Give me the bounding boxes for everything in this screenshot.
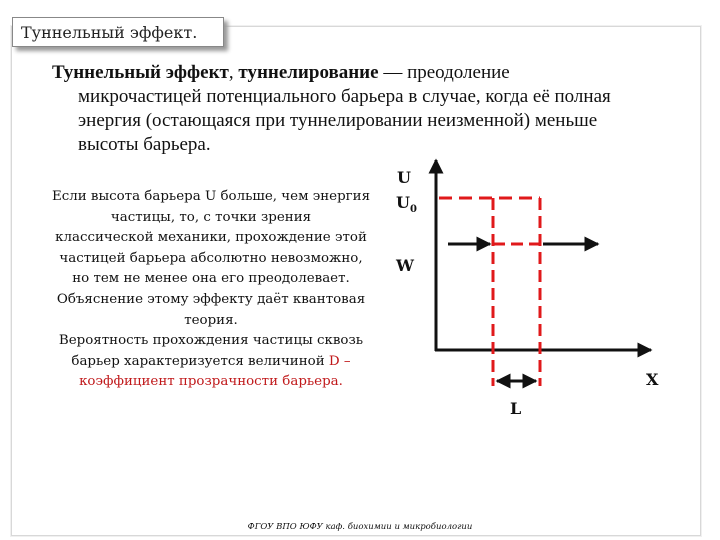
- explanation-line: Вероятность прохождения частицы сквозь: [58, 333, 364, 349]
- explanation-plain: барьер характеризуется величиной: [71, 353, 329, 369]
- explanation-line: Если высота барьера U больше, чем энергия: [51, 189, 371, 204]
- energy-w-label: W: [396, 256, 414, 275]
- y-axis-label: U: [397, 168, 411, 187]
- u0-main: U: [396, 193, 410, 212]
- u0-label: [396, 193, 417, 215]
- term-tunnel-effect: Туннельный эффект: [52, 62, 229, 83]
- term-separator: ,: [228, 62, 239, 83]
- u0-subscript: 0: [409, 204, 417, 216]
- coefficient-symbol: D –: [328, 353, 351, 369]
- definition-line3: энергия (остающаяся при туннелировании неизменной) меньше: [78, 110, 598, 131]
- term-tunneling: туннелирование: [238, 62, 379, 83]
- footer-affiliation: ФГОУ ВПО ЮФУ каф. биохимии и микробиологии: [247, 522, 473, 532]
- definition-line1-rest: — преодоление: [378, 62, 510, 83]
- x-axis-label: X: [646, 370, 659, 389]
- explanation-line: теория.: [184, 312, 238, 328]
- slide-title: Туннельный эффект.: [12, 17, 224, 47]
- explanation-line: Объяснение этому эффекту даёт квантовая: [56, 291, 366, 307]
- barrier-width-label: L: [510, 399, 522, 418]
- explanation-line: частицы, то, с точки зрения: [110, 209, 312, 225]
- coefficient-definition: коэффициент прозрачности барьера.: [79, 374, 343, 390]
- explanation-line: но тем не менее она его преодолевает.: [72, 271, 350, 287]
- explanation-line: частицей барьера абсолютно невозможно,: [59, 250, 363, 266]
- definition-line2: микрочастицей потенциального барьера в случае, когда её полная: [78, 86, 611, 107]
- explanation-line: классической механики, прохождение этой: [55, 230, 367, 246]
- definition-line4: высоты барьера.: [78, 134, 211, 155]
